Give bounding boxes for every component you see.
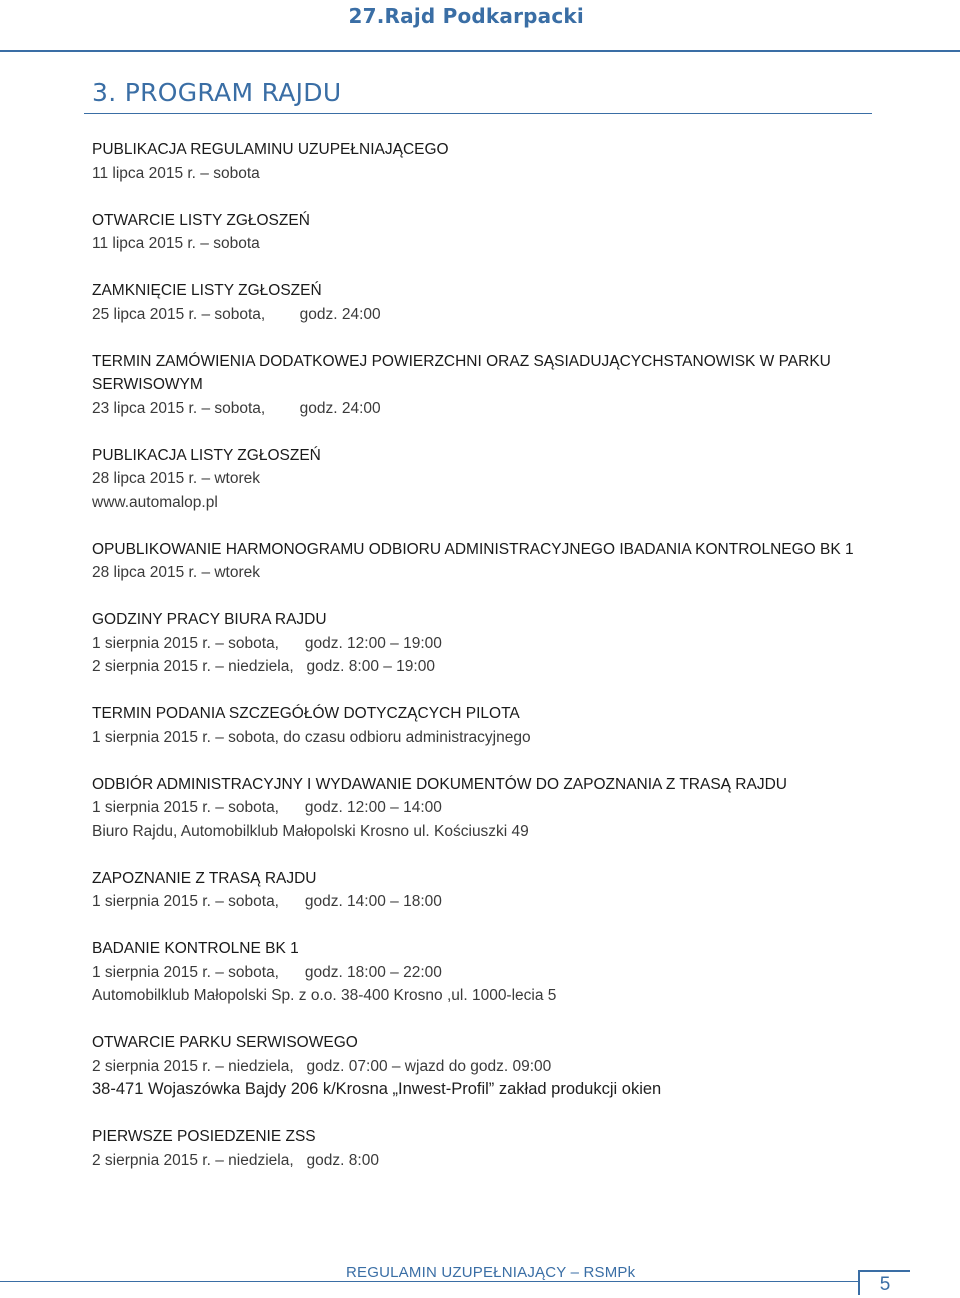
program-item: [92, 608, 892, 679]
program-item: [92, 937, 892, 1008]
program-item-detail: 2 sierpnia 2015 r. – niedziela, godz. 8:00: [92, 1151, 379, 1169]
program-item: [92, 138, 892, 185]
program-item: [92, 867, 892, 914]
program-item-title: PIERWSZE POSIEDZENIE ZSS: [92, 1128, 316, 1145]
page-number: 5: [858, 1270, 910, 1295]
program-item-title: BADANIE KONTROLNE BK 1: [92, 940, 299, 957]
program-item-link[interactable]: www.automalop.pl: [92, 493, 218, 511]
program-item-detail: 11 lipca 2015 r. – sobota: [92, 164, 260, 182]
program-item-title: TERMIN PODANIA SZCZEGÓŁÓW DOTYCZĄCYCH PILOTA: [92, 705, 520, 722]
program-item-detail: 1 sierpnia 2015 r. – sobota, godz. 12:00 – 19:00: [92, 634, 442, 652]
program-item: [92, 279, 892, 326]
program-item-detail: Biuro Rajdu, Automobilklub Małopolski Krosno ul. Kościuszki 49: [92, 822, 529, 840]
program-item-title: OTWARCIE PARKU SERWISOWEGO: [92, 1034, 358, 1051]
document-header-title: 27.Rajd Podkarpacki: [348, 4, 584, 28]
program-item-title: OTWARCIE LISTY ZGŁOSZEŃ: [92, 211, 310, 229]
program-item: [92, 444, 892, 515]
program-item: [92, 702, 892, 749]
program-item-detail: 1 sierpnia 2015 r. – sobota, godz. 18:00 – 22:00: [92, 963, 442, 981]
program-item-title: TERMIN ZAMÓWIENIA DODATKOWEJ POWIERZCHNI ORAZ SĄSIADUJĄCYCHSTANOWISK W PARKU SERWISOWYM: [92, 352, 831, 393]
program-item-detail: 1 sierpnia 2015 r. – sobota, godz. 12:00 – 14:00: [92, 799, 442, 816]
program-item-detail: 28 lipca 2015 r. – wtorek: [92, 564, 261, 581]
program-item-detail: 11 lipca 2015 r. – sobota: [92, 235, 260, 252]
program-item: [92, 1125, 892, 1172]
program-item-title: PUBLIKACJA LISTY ZGŁOSZEŃ: [92, 446, 321, 464]
program-item-title: ZAPOZNANIE Z TRASĄ RAJDU: [92, 869, 317, 887]
program-item: [92, 350, 892, 421]
section-heading: 3. PROGRAM RAJDU: [92, 78, 342, 107]
footer-text: REGULAMIN UZUPEŁNIAJĄCY – RSMPk: [346, 1264, 636, 1281]
program-item-title: GODZINY PRACY BIURA RAJDU: [92, 611, 327, 628]
header-divider: [0, 50, 960, 52]
program-item-detail: 25 lipca 2015 r. – sobota, godz. 24:00: [92, 305, 381, 323]
program-item-address: 38-471 Wojaszówka Bajdy 206 k/Krosna „Inwest-Profil” zakład produkcji okien: [92, 1080, 662, 1098]
program-item-title: ZAMKNIĘCIE LISTY ZGŁOSZEŃ: [92, 282, 322, 299]
program-item-title: PUBLIKACJA REGULAMINU UZUPEŁNIAJĄCEGO: [92, 141, 449, 158]
program-item-detail: 1 sierpnia 2015 r. – sobota, do czasu odbioru administracyjnego: [92, 728, 531, 746]
program-item-detail: 2 sierpnia 2015 r. – niedziela, godz. 8:00 – 19:00: [92, 658, 435, 675]
program-item-title: OPUBLIKOWANIE HARMONOGRAMU ODBIORU ADMINISTRACYJNEGO IBADANIA KONTROLNEGO BK 1: [92, 540, 854, 558]
program-item-detail: Automobilklub Małopolski Sp. z o.o. 38-400 Krosno ,ul. 1000-lecia 5: [92, 987, 557, 1004]
footer-divider: [0, 1281, 880, 1282]
section-heading-underline: [84, 113, 872, 114]
program-item: [92, 209, 892, 256]
program-item: [92, 1031, 892, 1102]
program-list: [92, 138, 892, 1196]
program-item-detail: 1 sierpnia 2015 r. – sobota, godz. 14:00 – 18:00: [92, 893, 442, 910]
program-item-title: ODBIÓR ADMINISTRACYJNY I WYDAWANIE DOKUMENTÓW DO ZAPOZNANIA Z TRASĄ RAJDU: [92, 775, 787, 793]
program-item-detail: 28 lipca 2015 r. – wtorek: [92, 470, 261, 487]
program-item-detail: 23 lipca 2015 r. – sobota, godz. 24:00: [92, 399, 381, 417]
program-item: [92, 773, 892, 844]
program-item-detail: 2 sierpnia 2015 r. – niedziela, godz. 07:00 – wjazd do godz. 09:00: [92, 1057, 552, 1075]
program-item: [92, 538, 892, 585]
